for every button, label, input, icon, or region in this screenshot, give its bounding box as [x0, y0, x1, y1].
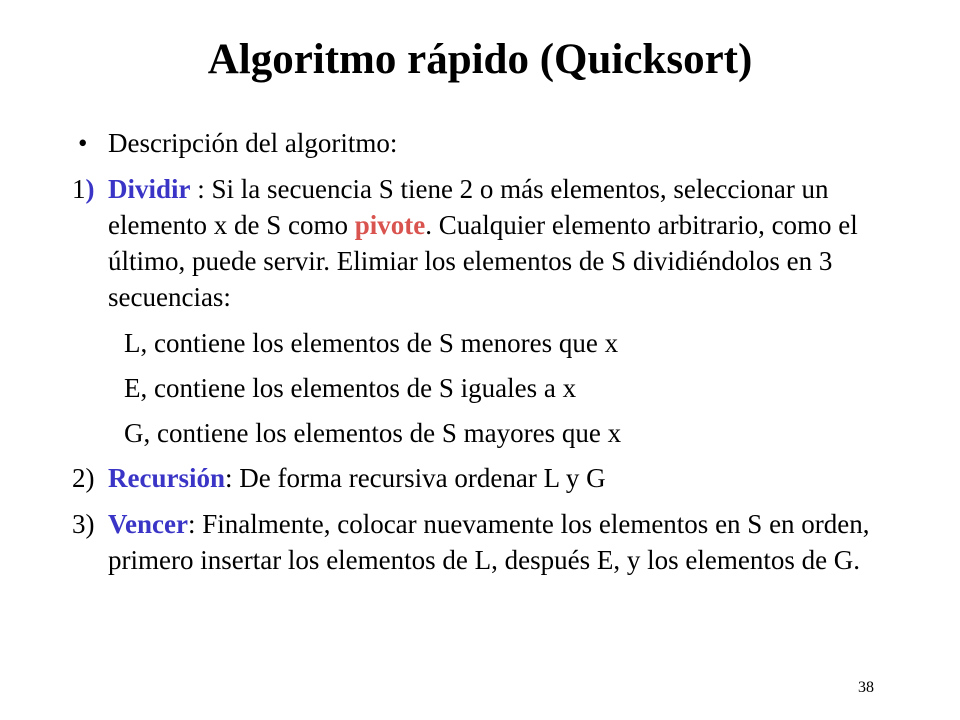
- sequence-line-e: E, contiene los elementos de S iguales a x: [124, 373, 577, 403]
- sequence-line-g: G, contiene los elementos de S mayores que x: [124, 418, 622, 448]
- page-number: 38: [858, 679, 874, 696]
- step-number: 2): [72, 463, 95, 493]
- step-number-paren: ): [85, 174, 95, 204]
- bullet-item: [72, 125, 902, 161]
- step-number: 3): [72, 509, 95, 539]
- pivot-keyword: pivote: [354, 210, 426, 240]
- step-keyword-vencer: Vencer: [108, 509, 188, 539]
- bullet-icon: •: [78, 128, 88, 158]
- step-dividir: [72, 171, 902, 315]
- slide-title: Algoritmo rápido (Quicksort): [207, 36, 753, 83]
- step-number: [72, 171, 95, 207]
- slide-body: [72, 125, 902, 588]
- step-recursion: [72, 460, 902, 496]
- sequence-line-l: L, contiene los elementos de S menores que x: [124, 328, 619, 358]
- step-text: : Finalmente, colocar nuevamente los elementos en S en orden, primero insertar los elementos de L, después E, y los elementos de G.: [108, 509, 870, 575]
- step-text: : De forma recursiva ordenar L y G: [225, 463, 606, 493]
- step-text-b: . Cualquier elemento arbitrario, como el último, puede servir. Elimiar los elementos de S dividiéndolos en 3 secuencias:: [108, 210, 858, 312]
- step-keyword-dividir: Dividir: [108, 174, 191, 204]
- step-number-digit: 1: [72, 174, 86, 204]
- step-text-a: : Si la secuencia S tiene 2 o más elementos, seleccionar un elemento x de S como: [108, 174, 829, 240]
- step-keyword-recursion: Recursión: [108, 463, 225, 493]
- bullet-text: Descripción del algoritmo:: [108, 128, 398, 158]
- step-vencer: [72, 506, 902, 578]
